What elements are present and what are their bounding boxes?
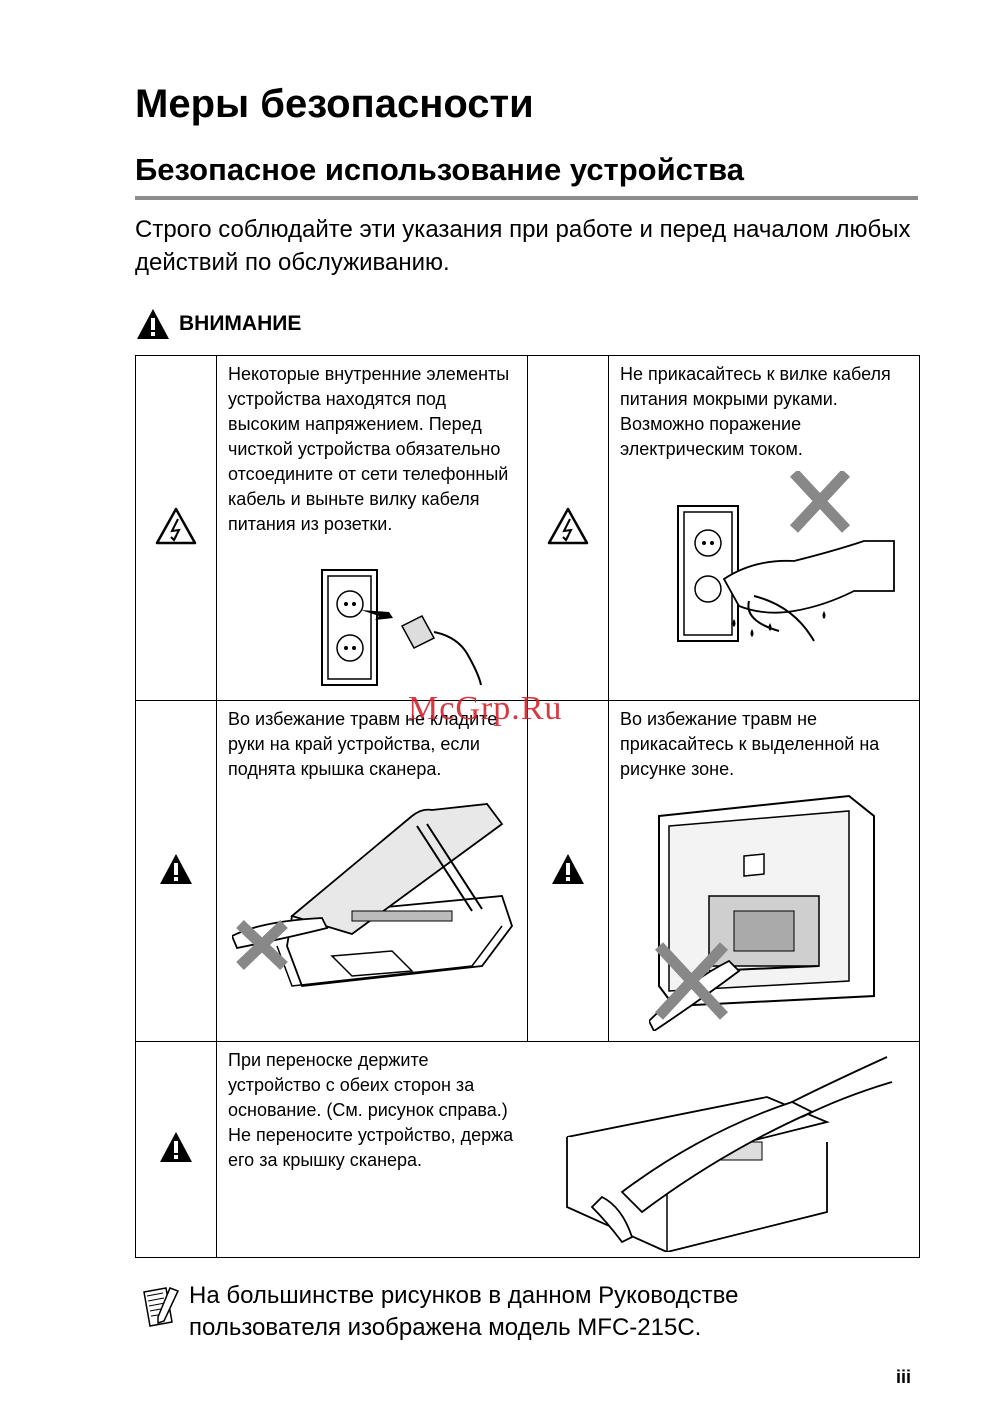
note-pencil-icon bbox=[140, 1284, 182, 1330]
printer-back-illustration bbox=[649, 786, 919, 1031]
icon-cell bbox=[528, 701, 609, 1042]
icon-cell bbox=[136, 701, 217, 1042]
safety-text: Некоторые внутренние элементы устройства находятся под высоким напряжением. Перед чисткой устройства обязательно отсоедините от сети телефонный кабель и выньте вилку кабеля питания из розетки. bbox=[228, 364, 510, 534]
electric-shock-icon bbox=[546, 506, 590, 546]
warning-triangle-icon bbox=[550, 852, 586, 886]
safety-cell bbox=[217, 1042, 920, 1258]
warning-heading bbox=[135, 306, 301, 342]
intro-paragraph: Строго соблюдайте эти указания при работе и перед началом любых действий по обслуживанию. bbox=[135, 216, 911, 276]
safety-table bbox=[135, 355, 920, 1258]
section-title: Безопасное использование устройства bbox=[135, 152, 744, 187]
safety-text: Не прикасайтесь к вилке кабеля питания мокрыми руками. Возможно поражение электрическим током. bbox=[620, 364, 891, 459]
note-text: На большинстве рисунков в данном Руководстве пользователя изображена модель MFC-215C. bbox=[189, 1282, 739, 1341]
electric-shock-icon bbox=[154, 506, 198, 546]
safety-cell bbox=[609, 356, 920, 701]
scanner-open-illustration bbox=[232, 796, 517, 1006]
warning-triangle-icon bbox=[158, 852, 194, 886]
safety-cell bbox=[217, 356, 528, 701]
watermark: McGrp.Ru bbox=[408, 690, 563, 727]
unplug-illustration bbox=[317, 566, 517, 691]
safety-cell bbox=[217, 701, 528, 1042]
warning-triangle-icon bbox=[158, 1130, 194, 1164]
table-row bbox=[136, 1042, 920, 1258]
safety-text: Во избежание травм не кладите руки на край устройства, если поднята крышка сканера. bbox=[228, 709, 498, 779]
page-number: iii bbox=[896, 1367, 912, 1387]
icon-cell bbox=[528, 356, 609, 701]
section-divider bbox=[135, 196, 918, 200]
carry-device-illustration bbox=[562, 1052, 902, 1252]
icon-cell bbox=[136, 356, 217, 701]
safety-text: При переноске держите устройство с обеих сторон за основание. (См. рисунок справа.) Не переносите устройство, держа его за крышку сканера. bbox=[228, 1050, 514, 1170]
warning-label: ВНИМАНИЕ bbox=[179, 312, 302, 335]
safety-text: Во избежание травм не прикасайтесь к выделенной на рисунке зоне. bbox=[620, 709, 880, 779]
icon-cell bbox=[136, 1042, 217, 1258]
wet-hands-illustration bbox=[674, 471, 914, 651]
warning-triangle-icon bbox=[135, 307, 171, 341]
table-row bbox=[136, 701, 920, 1042]
safety-cell bbox=[609, 701, 920, 1042]
table-row bbox=[136, 356, 920, 701]
page-title: Меры безопасности bbox=[135, 82, 534, 126]
